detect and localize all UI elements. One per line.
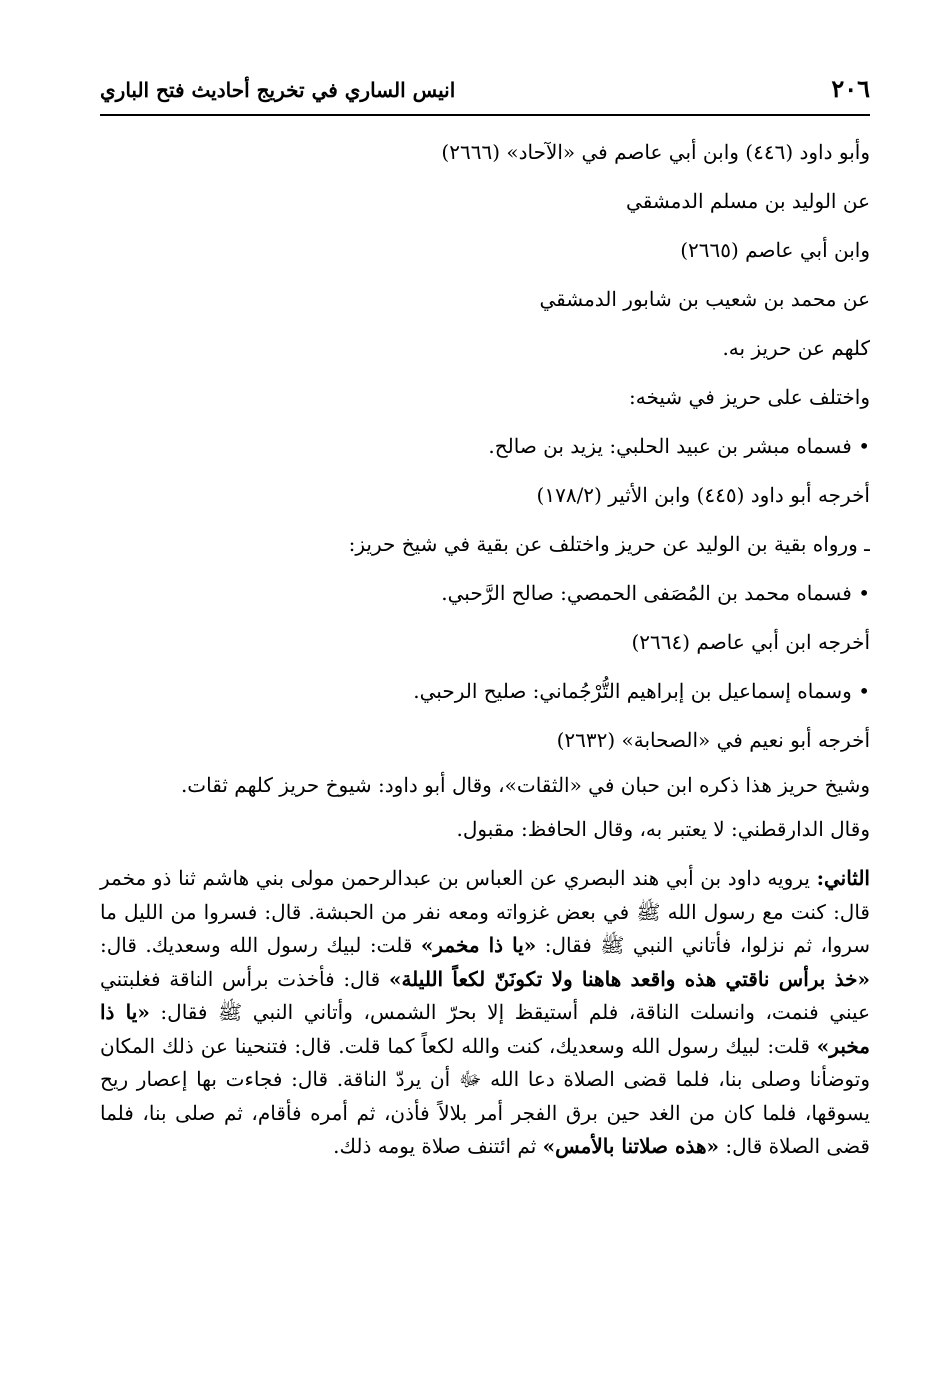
narration-text: قلت: لبيك رسول الله وسعديك، كنت والله لكعاً كما قلت. قال: فتنحينا عن ذلك المكان وتوضأنا وصلى بنا، فلما قضى الصلاة دعا الله ﷻ أن يردّ الناقة. قال: فجاءت بها إعصار ريح يسوقها، فلما كان من الغد حين برق الفجر أمر بلالاً فأذن، ثم أمره فأقام، ثم صلى بنا، فلما قضى الصلاة قال:	[100, 1033, 870, 1158]
paragraph-second-narration	[100, 862, 870, 1164]
hadith-quote: «هذه صلاتنا بالأمس»	[542, 1134, 720, 1158]
page-number: ٢٠٦	[831, 74, 870, 103]
text-line: ـ ورواه بقية بن الوليد عن حريز واختلف عن بقية في شيخ حريز:	[348, 532, 870, 556]
text-line: كلهم عن حريز به.	[722, 336, 870, 360]
hadith-quote: «خذ برأس ناقتي هذه واقعد هاهنا ولا تكونَنّ لكعاً الليلة»	[388, 966, 870, 991]
running-title: انيس الساري في تخريج أحاديث فتح الباري	[100, 78, 456, 102]
hadith-quote: «يا ذا مخمر»	[420, 933, 537, 957]
text-line: عن الوليد بن مسلم الدمشقي	[626, 189, 870, 213]
paragraph-daraqutni: وقال الدارقطني: لا يعتبر به، وقال الحافظ: مقبول.	[456, 816, 870, 841]
text-line: واختلف على حريز في شيخه:	[629, 385, 870, 409]
bullet-line: • فسماه محمد بن المُصَفى الحمصي: صالح الرَّحبي.	[441, 581, 870, 605]
bullet-line: • وسماه إسماعيل بن إبراهيم التُّرْجُماني: صليح الرحبي.	[413, 679, 870, 703]
text-line: أخرجه ابن أبي عاصم (٢٦٦٤)	[631, 630, 870, 654]
section-label: الثاني:	[816, 866, 870, 890]
hadith-quote: «يا ذا مخبر»	[100, 1000, 870, 1058]
page-content	[100, 128, 870, 1164]
text-line: أخرجه أبو داود (٤٤٥) وابن الأثير (١٧٨/٢)	[536, 483, 870, 507]
text-line: أخرجه أبو نعيم في «الصحابة» (٢٦٣٢)	[556, 728, 870, 752]
paragraph-thiqat: وشيخ حريز هذا ذكره ابن حبان في «الثقات»، وقال أبو داود: شيوخ حريز كلهم ثقات.	[180, 773, 870, 797]
page-header	[100, 68, 870, 116]
text-line: وابن أبي عاصم (٢٦٦٥)	[680, 238, 870, 262]
narration-text: ثم ائتنف صلاة يومه ذلك.	[333, 1134, 543, 1158]
narration-text: قال: فأخذت برأس الناقة فغلبتني عيني فنمت، وانسلت الناقة، فلم أستيقظ إلا بحرّ الشمس، وأتاني النبي ﷺ فقال:	[100, 966, 870, 1024]
narration-text: يرويه داود بن أبي هند البصري عن العباس بن عبدالرحمن مولى بني هاشم ثنا ذو مخمر قال: كنت مع رسول الله ﷺ في بعض غزواته ومعه نفر من الحبشة. قال: فسروا من الليل ما سروا، ثم نزلوا، فأتاني النبي ﷺ فقال:	[100, 866, 870, 957]
bullet-line: • فسماه مبشر بن عبيد الحلبي: يزيد بن صالح.	[488, 434, 870, 458]
text-line: وأبو داود (٤٤٦) وابن أبي عاصم في «الآحاد» (٢٦٦٦)	[441, 140, 870, 164]
narration-text: قلت: لبيك رسول الله وسعديك. قال:	[100, 933, 421, 957]
text-line: عن محمد بن شعيب بن شابور الدمشقي	[539, 287, 870, 311]
